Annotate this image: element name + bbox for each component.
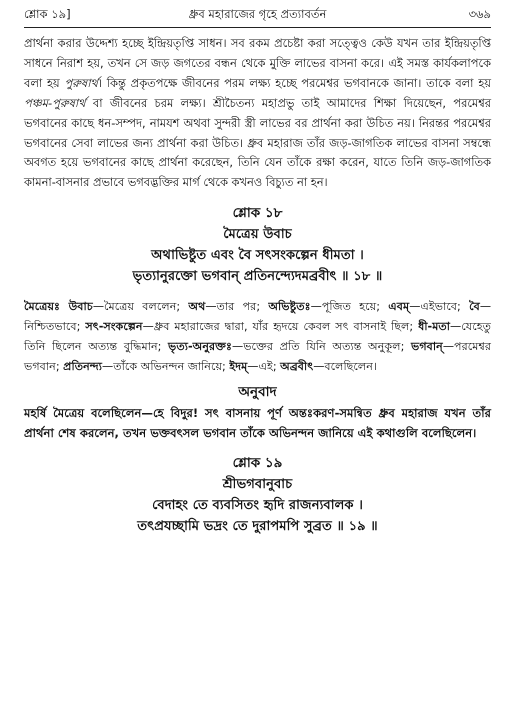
- synonym-word: মৈত্রেয়ঃ উবাচ: [24, 300, 93, 314]
- purport-line: । কিন্তু: [97, 75, 126, 90]
- purport-line: শিক্ষা দিয়েছেন, পরমেশ্বর ভগবানের কাছে ধন-সম্পদ, নামযশ অথবা সুন্দরী স্ত্রী: [24, 95, 491, 130]
- translation-heading: অনুবাদ: [238, 384, 277, 401]
- synonym-word: ইদম্: [229, 359, 248, 373]
- purport-line: না হন।: [297, 175, 328, 190]
- purport-term: পুরুষার্থ: [64, 75, 98, 90]
- purport-line: প্রকৃতপক্ষে জীবনের পরম লক্ষ্য হচ্ছে পরমেশ্বর ভগবানকে জানা। তাকে বলা: [130, 75, 474, 90]
- verse-19-heading: শ্লোক ১৯: [232, 455, 283, 472]
- purport-line: কেউ যখন তার ইন্দ্রিয়তৃপ্তি সাধনে নিরাশ হয়, তখন সে জড় জগতের বন্ধন থেকে: [24, 36, 491, 70]
- synonym-word: অথ: [188, 300, 206, 314]
- synonym-word: সৎ-সংকল্পেন: [85, 320, 143, 334]
- purport-line: তিনি জড়-জাগতিক কামনা-বাসনার প্রভাবে ভগবদ্ভক্তির মার্গ থেকে কখনও বিচ্যুত: [24, 155, 492, 190]
- verse-18-heading: শ্লোক ১৮: [232, 205, 283, 222]
- verse-18-speaker: মৈত্রেয় উবাচ: [223, 227, 292, 243]
- purport-line: বা জীবনের চরম লক্ষ্য। শ্রীচৈতন্য মহাপ্রভু তাই আমাদের: [85, 95, 367, 110]
- synonym-meaning: —পরমেশ্বর ভগবান;: [24, 339, 491, 373]
- verse-19-line: বেদাহং তে ব্যবসিতং হৃদি রাজন্যবালক ।: [152, 498, 363, 514]
- synonym-meaning: —তাঁকে অভিনন্দন জানিয়ে;: [102, 359, 230, 373]
- purport-line: লাভের বর প্রার্থনা করা উচিত নয়। নিরন্তর পরমেশ্বর ভগবানের সেবা লাভের: [24, 115, 491, 150]
- purport-line: অবগত হয়ে ভগবানের কাছে প্রার্থনা করেছেন, তিনি যেন তাঁকে রক্ষা করেন, যাতে: [24, 155, 397, 170]
- synonym-meaning: —পূজিত হয়ে;: [310, 300, 389, 314]
- synonym-word: ভৃত্য-অনুরক্তঃ: [168, 339, 233, 353]
- synonym-word: প্রতিনন্দ্য: [63, 359, 102, 373]
- synonym-meaning: —এইভাবে;: [409, 300, 470, 314]
- synonym-meaning: —তার পর;: [205, 300, 269, 314]
- page-body: [24, 34, 491, 537]
- synonym-word: ধী-মতা: [418, 320, 451, 334]
- synonym-word: বৈ: [469, 300, 480, 314]
- synonym-meaning: —যেহেতু তিনি ছিলেন অত্যন্ত বুদ্ধিমান;: [24, 320, 491, 353]
- header-chapter-title: ধ্রুব মহারাজের গৃহে প্রত্যাবর্তন: [188, 7, 327, 21]
- header-verse-ref: শ্লোক ১৯]: [24, 7, 71, 21]
- running-header: [24, 6, 491, 26]
- synonym-meaning: —ধ্রুব মহারাজের দ্বারা, যাঁর হৃদয়ে কেবল সৎ বাসনাই ছিল;: [142, 320, 419, 334]
- purport-line: প্রার্থনা করার উদ্দেশ্য হচ্ছে ইন্দ্রিয়তৃপ্তি সাধন। সব রকম প্রচেষ্টা করা সত্ত্বেও: [24, 36, 367, 50]
- purport-line: হয়: [478, 75, 492, 90]
- synonym-meaning: —মৈত্রেয় বললেন;: [92, 300, 189, 314]
- verse-19-speaker: শ্রীভগবানুবাচ: [222, 477, 293, 493]
- synonym-meaning: —এই;: [247, 359, 281, 373]
- verse-18-line: অথাভিষ্টুত এবং বৈ সৎসংকল্পেন ধীমতা ।: [151, 248, 364, 264]
- synonym-meaning: —বলেছিলেন।: [313, 359, 377, 373]
- verse-19-line: তৎপ্রযচ্ছামি ভদ্রং তে দুরাপমপি সুব্রত ॥ ১৯ ॥: [137, 519, 378, 535]
- synonym-meaning: —ভক্তের প্রতি যিনি অত্যন্ত অনুকূল;: [232, 339, 411, 353]
- purport-paragraph: [24, 34, 491, 193]
- synonym-word: এবম্: [388, 300, 410, 314]
- synonym-meaning: —নিশ্চিতভাবে;: [24, 300, 492, 334]
- synonym-word: অভিষ্টুতঃ: [268, 300, 311, 314]
- purport-line: জন্য প্রার্থনা করা উচিত। ধ্রুব মহারাজ তাঁর জড়-জাগতিক লাভের বাসনা সম্বন্ধে: [132, 135, 492, 150]
- purport-line: মুক্তি লাভের বাসনা করে। এই সমস্ত কার্যকলাপকে বলা হয়: [24, 55, 491, 90]
- verse-18-line: ভৃত্যানুরক্তো ভগবান্ প্রতিনন্দ্যেদমব্রবীৎ ॥ ১৮ ॥: [132, 269, 383, 285]
- synonyms-paragraph: [24, 297, 491, 376]
- synonym-word: অব্রবীৎ: [280, 359, 314, 373]
- page-number: ৩৬৯: [468, 7, 491, 21]
- purport-term: পঞ্চম-পুরুষার্থ: [24, 95, 86, 110]
- synonym-word: ভগবান্: [410, 339, 443, 353]
- translation-text: মহর্ষি মৈত্রেয় বলেছিলেন—হে বিদুর! সৎ বাসনায় পূর্ণ অন্তঃকরণ-সমন্বিত ধ্রুব মহারাজ যখন তাঁর প্রার্থনা শেষ করলেন, তখন ভক্তবৎসল ভগবান তাঁকে অভিনন্দন জানিয়ে এই কথাগুলি বলেছিলেন।: [24, 406, 491, 441]
- header-divider: [24, 27, 491, 28]
